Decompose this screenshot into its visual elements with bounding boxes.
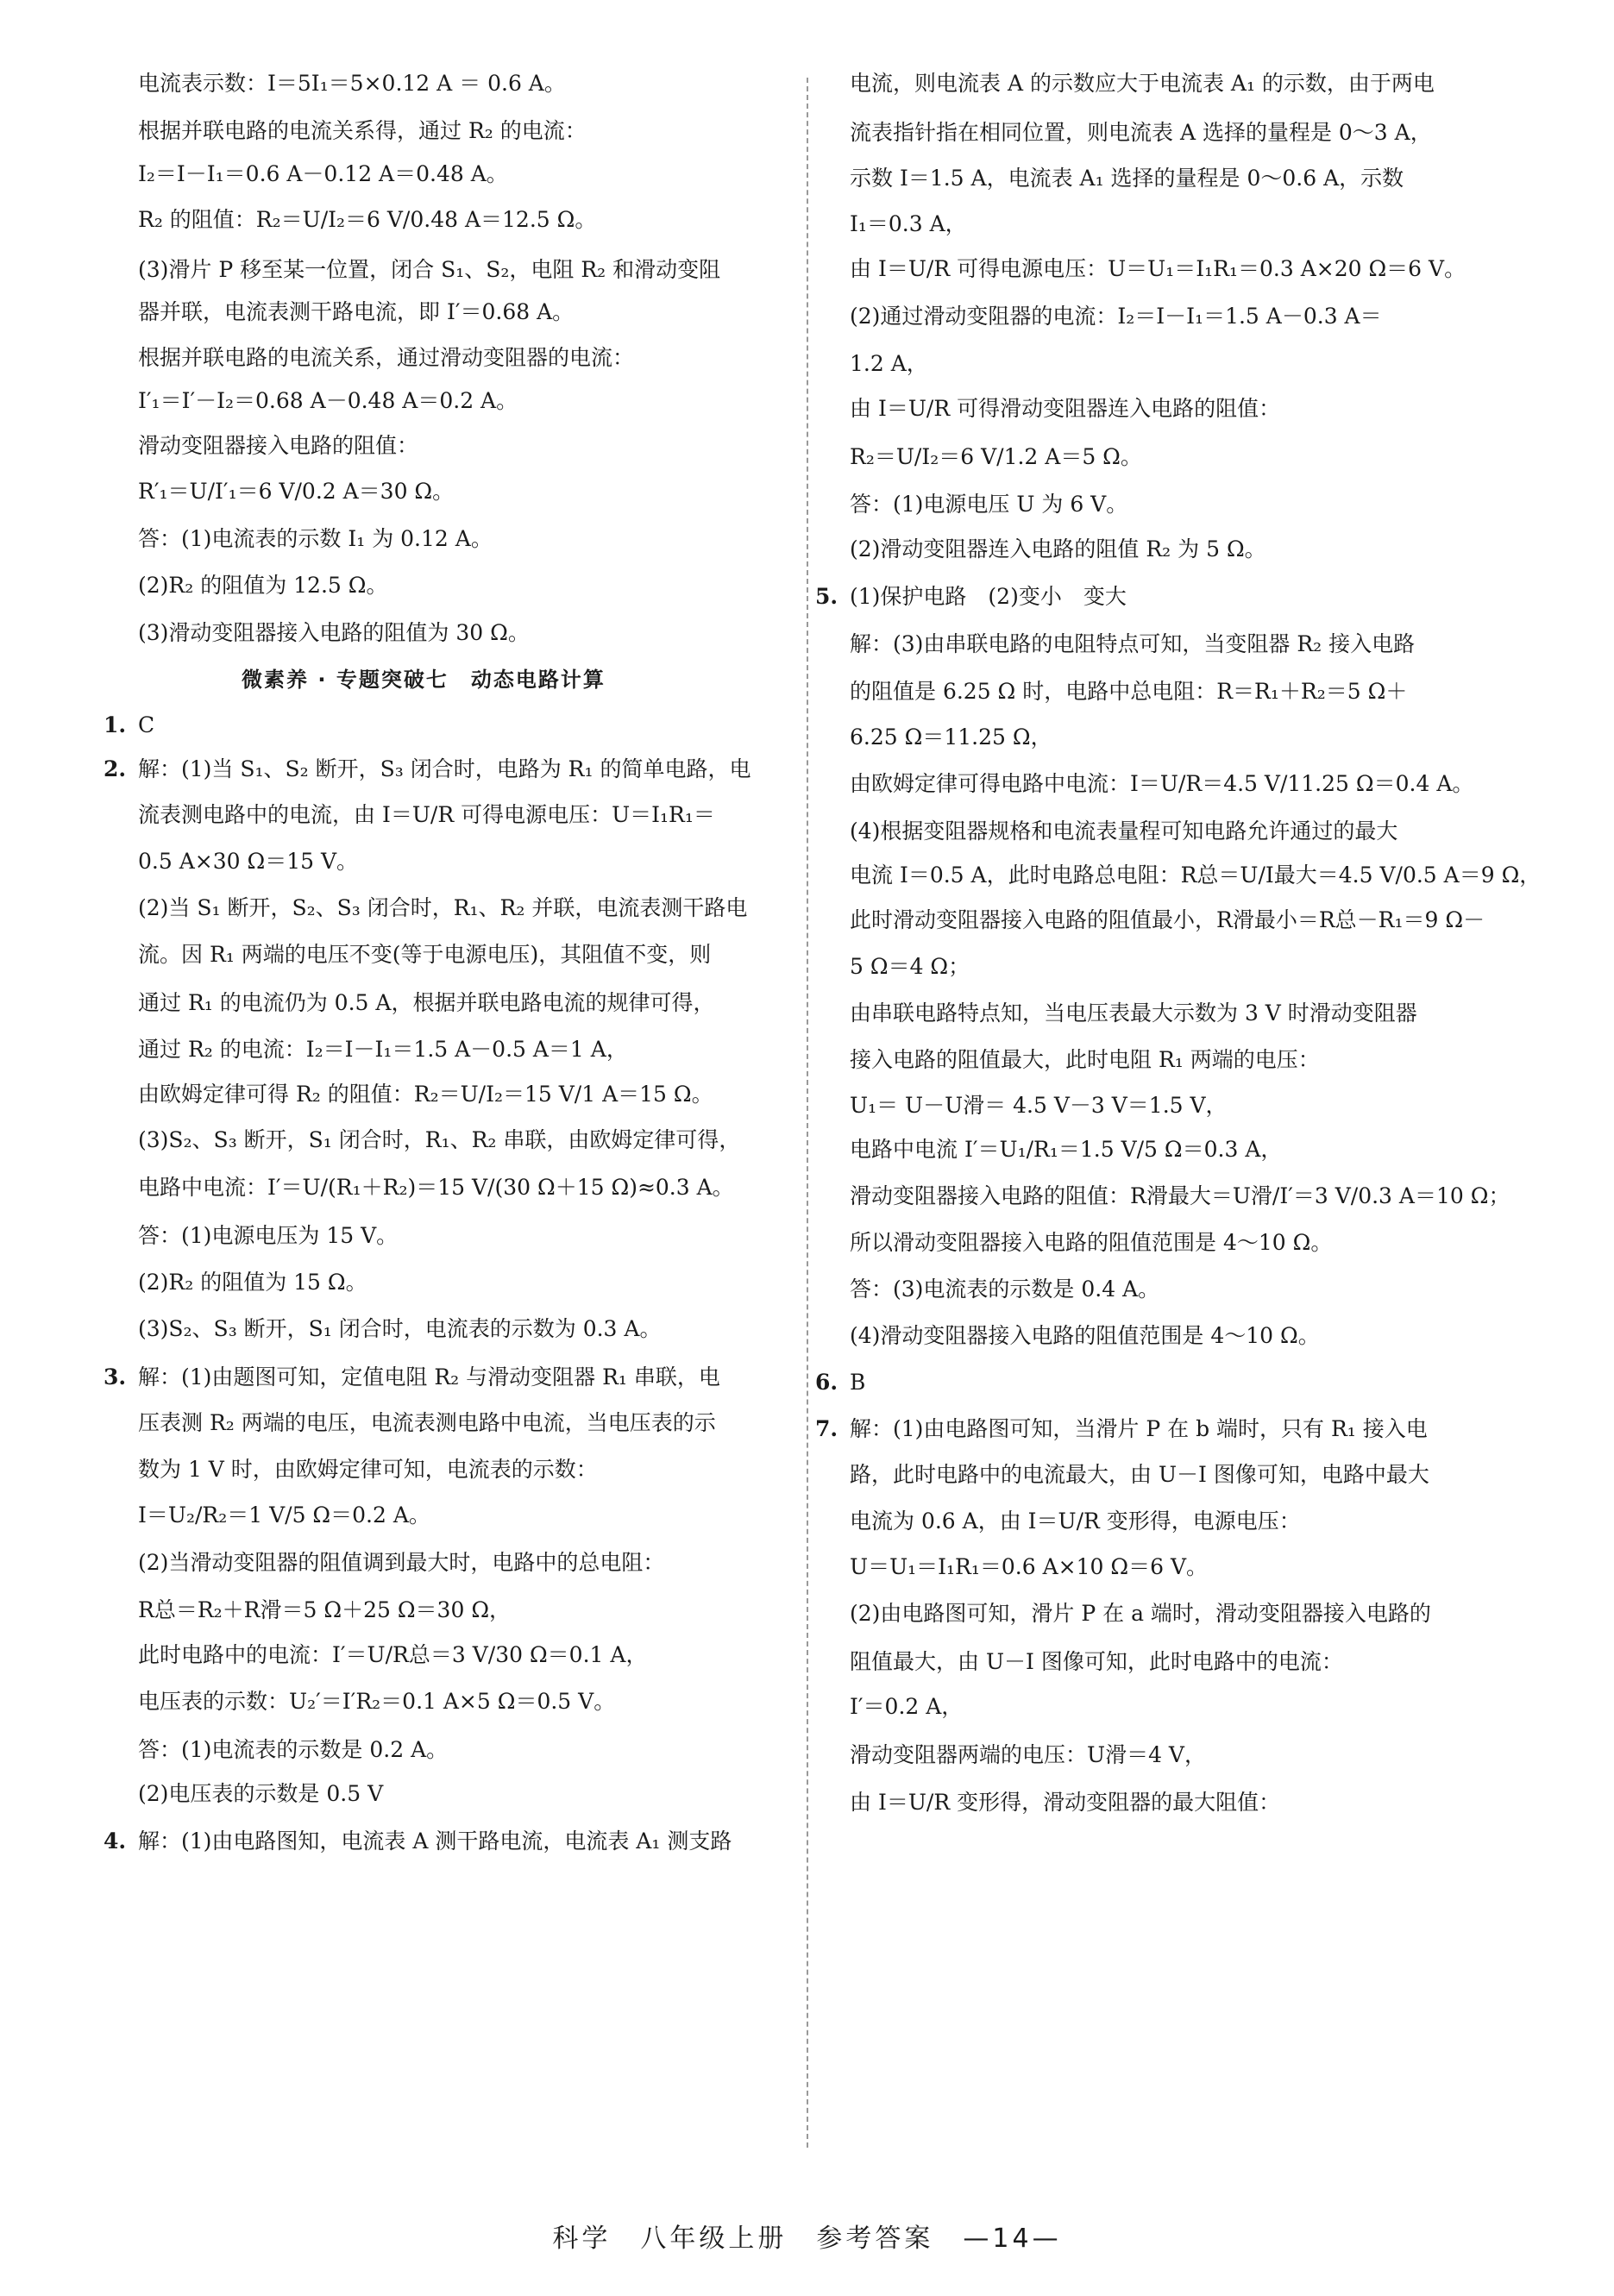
answer-line: 由 I＝U/R 可得滑动变阻器连入电路的阻值： bbox=[850, 396, 1281, 421]
answer-line: 电流，则电流表 A 的示数应大于电流表 A₁ 的示数，由于两电 bbox=[850, 71, 1435, 96]
answer-line: 此时滑动变阻器接入电路的阻值最小，R滑最小＝R总－R₁＝9 Ω－ bbox=[850, 907, 1485, 932]
answer-line: 根据并联电路的电流关系，通过滑动变阻器的电流： bbox=[138, 345, 635, 370]
answer-text: 解：(1)由电路图可知，当滑片 P 在 b 端时，只有 R₁ 接入电 bbox=[850, 1416, 1428, 1441]
answer-line: (2)R₂ 的阻值为 12.5 Ω。 bbox=[138, 573, 388, 598]
answer-line: 滑动变阻器接入电路的阻值： bbox=[138, 433, 419, 458]
answer-line: 流。因 R₁ 两端的电压不变(等于电源电压)，其阻值不变，则 bbox=[138, 942, 712, 967]
answer-line: 解：(3)由串联电路的电阻特点可知，当变阻器 R₂ 接入电路 bbox=[850, 631, 1416, 656]
question-number: 2. bbox=[104, 756, 127, 781]
answer-line: (4)滑动变阻器接入电路的阻值范围是 4～10 Ω。 bbox=[850, 1323, 1320, 1348]
question-number: 7. bbox=[815, 1416, 838, 1441]
page-footer: 科学 八年级上册 参考答案 —14— bbox=[552, 2224, 1062, 2254]
column-divider bbox=[807, 78, 808, 2148]
question-line bbox=[104, 755, 751, 784]
answer-line: 电压表的示数：U₂′＝I′R₂＝0.1 A×5 Ω＝0.5 V。 bbox=[138, 1689, 616, 1714]
answer-line: (2)当滑动变阻器的阻值调到最大时，电路中的总电阻： bbox=[138, 1550, 665, 1575]
answer-line: 所以滑动变阻器接入电路的阻值范围是 4～10 Ω。 bbox=[850, 1230, 1333, 1255]
answer-text: C bbox=[138, 712, 155, 737]
answer-line: I′₁＝I′－I₂＝0.68 A－0.48 A＝0.2 A。 bbox=[138, 388, 518, 413]
answer-line: 滑动变阻器两端的电压：U滑＝4 V， bbox=[850, 1742, 1206, 1767]
question-line bbox=[104, 1363, 720, 1392]
question-line bbox=[815, 582, 1127, 612]
question-line bbox=[815, 1368, 866, 1397]
answer-line: U＝U₁＝I₁R₁＝0.6 A×10 Ω＝6 V。 bbox=[850, 1554, 1209, 1579]
section-title: 微素养 · 专题突破七 动态电路计算 bbox=[242, 668, 606, 692]
answer-line: 电流 I＝0.5 A，此时电路总电阻：R总＝U/I最大＝4.5 V/0.5 A＝9 Ω， bbox=[850, 863, 1542, 888]
answer-line: (2)当 S₁ 断开，S₂、S₃ 闭合时，R₁、R₂ 并联，电流表测干路电 bbox=[138, 895, 748, 920]
question-number: 6. bbox=[815, 1370, 838, 1395]
answer-line: 此时电路中的电流：I′＝U/R总＝3 V/30 Ω＝0.1 A， bbox=[138, 1642, 648, 1667]
answer-line: 压表测 R₂ 两端的电压，电流表测电路中电流，当电压表的示 bbox=[138, 1410, 716, 1435]
question-number: 5. bbox=[815, 584, 838, 609]
answer-line: 电流表示数：I＝5I₁＝5×0.12 A ＝ 0.6 A。 bbox=[138, 71, 566, 96]
answer-line: (2)滑动变阻器连入电路的阻值 R₂ 为 5 Ω。 bbox=[850, 536, 1266, 561]
answer-line: 答：(1)电流表的示数 I₁ 为 0.12 A。 bbox=[138, 526, 493, 551]
answer-line: 通过 R₂ 的电流：I₂＝I－I₁＝1.5 A－0.5 A＝1 A， bbox=[138, 1037, 628, 1062]
answer-line: R₂＝U/I₂＝6 V/1.2 A＝5 Ω。 bbox=[850, 444, 1142, 469]
question-number: 3. bbox=[104, 1364, 127, 1390]
answer-line: 接入电路的阻值最大，此时电阻 R₁ 两端的电压： bbox=[850, 1047, 1320, 1072]
answer-line: 通过 R₁ 的电流仍为 0.5 A，根据并联电路电流的规律可得， bbox=[138, 990, 715, 1015]
answer-line: 答：(1)电源电压为 15 V。 bbox=[138, 1223, 399, 1248]
answer-line: 由欧姆定律可得电路中电流：I＝U/R＝4.5 V/11.25 Ω＝0.4 A。 bbox=[850, 771, 1474, 796]
question-line bbox=[104, 1827, 732, 1856]
answer-line: (4)根据变阻器规格和电流表量程可知电路允许通过的最大 bbox=[850, 819, 1398, 844]
answer-text: (1)保护电路 (2)变小 变大 bbox=[850, 584, 1127, 609]
answer-line: R₂ 的阻值：R₂＝U/I₂＝6 V/0.48 A＝12.5 Ω。 bbox=[138, 207, 597, 232]
answer-line: R总＝R₂＋R滑＝5 Ω＋25 Ω＝30 Ω， bbox=[138, 1597, 512, 1622]
answer-line: 答：(1)电源电压 U 为 6 V。 bbox=[850, 492, 1128, 517]
answer-line: I′＝0.2 A， bbox=[850, 1694, 964, 1719]
question-number: 4. bbox=[104, 1829, 127, 1854]
answer-line: (3)滑片 P 移至某一位置，闭合 S₁、S₂，电阻 R₂ 和滑动变阻 bbox=[138, 257, 721, 282]
answer-line: (2)电压表的示数是 0.5 V bbox=[138, 1781, 384, 1806]
answer-line: (3)滑动变阻器接入电路的阻值为 30 Ω。 bbox=[138, 620, 530, 645]
answer-line: (3)S₂、S₃ 断开，S₁ 闭合时，R₁、R₂ 串联，由欧姆定律可得， bbox=[138, 1127, 741, 1152]
answer-line: I＝U₂/R₂＝1 V/5 Ω＝0.2 A。 bbox=[138, 1502, 430, 1528]
answer-line: 电路中电流：I′＝U/(R₁＋R₂)＝15 V/(30 Ω＋15 Ω)≈0.3 A。 bbox=[138, 1175, 734, 1200]
answer-line: 5 Ω＝4 Ω； bbox=[850, 954, 970, 979]
answer-text: B bbox=[850, 1370, 866, 1395]
answer-text: 解：(1)由电路图知，电流表 A 测干路电流，电流表 A₁ 测支路 bbox=[138, 1829, 732, 1854]
answer-line: I₁＝0.3 A， bbox=[850, 211, 967, 236]
answer-line: 由 I＝U/R 变形得，滑动变阻器的最大阻值： bbox=[850, 1790, 1281, 1815]
answer-line: 器并联，电流表测干路电流，即 I′＝0.68 A。 bbox=[138, 299, 575, 324]
answer-line: 路，此时电路中的电流最大，由 U－I 图像可知，电路中最大 bbox=[850, 1462, 1429, 1487]
answer-line: 阻值最大，由 U－I 图像可知，此时电路中的电流： bbox=[850, 1649, 1343, 1674]
answer-line: 电流为 0.6 A，由 I＝U/R 变形得，电源电压： bbox=[850, 1509, 1301, 1534]
answer-line: 流表测电路中的电流，由 I＝U/R 可得电源电压：U＝I₁R₁＝ bbox=[138, 802, 715, 827]
answer-line: 由串联电路特点知，当电压表最大示数为 3 V 时滑动变阻器 bbox=[850, 1001, 1417, 1026]
answer-line: 答：(3)电流表的示数是 0.4 A。 bbox=[850, 1277, 1160, 1302]
answer-line: U₁＝ U－U滑＝ 4.5 V－3 V＝1.5 V， bbox=[850, 1093, 1228, 1118]
answer-line: (2)通过滑动变阻器的电流：I₂＝I－I₁＝1.5 A－0.3 A＝ bbox=[850, 304, 1382, 329]
question-number: 1. bbox=[104, 712, 127, 737]
question-line bbox=[104, 711, 155, 740]
answer-line: (2)R₂ 的阻值为 15 Ω。 bbox=[138, 1270, 367, 1295]
answer-line: 数为 1 V 时，由欧姆定律可知，电流表的示数： bbox=[138, 1457, 598, 1482]
answer-text: 解：(1)当 S₁、S₂ 断开，S₃ 闭合时，电路为 R₁ 的简单电路，电 bbox=[138, 756, 751, 781]
question-line bbox=[815, 1415, 1428, 1444]
answer-line: 由 I＝U/R 可得电源电压：U＝U₁＝I₁R₁＝0.3 A×20 Ω＝6 V。 bbox=[850, 256, 1466, 281]
answer-line: 1.2 A， bbox=[850, 351, 928, 376]
answer-line: 6.25 Ω＝11.25 Ω， bbox=[850, 725, 1052, 750]
answer-line: 根据并联电路的电流关系得，通过 R₂ 的电流： bbox=[138, 118, 587, 143]
answer-line: 的阻值是 6.25 Ω 时，电路中总电阻：R＝R₁＋R₂＝5 Ω＋ bbox=[850, 679, 1408, 704]
answer-line: (3)S₂、S₃ 断开，S₁ 闭合时，电流表的示数为 0.3 A。 bbox=[138, 1316, 662, 1341]
answer-text: 解：(1)由题图可知，定值电阻 R₂ 与滑动变阻器 R₁ 串联，电 bbox=[138, 1364, 720, 1390]
answer-line: 答：(1)电流表的示数是 0.2 A。 bbox=[138, 1737, 449, 1762]
answer-line: 电路中电流 I′＝U₁/R₁＝1.5 V/5 Ω＝0.3 A， bbox=[850, 1137, 1283, 1162]
answer-line: 由欧姆定律可得 R₂ 的阻值：R₂＝U/I₂＝15 V/1 A＝15 Ω。 bbox=[138, 1082, 713, 1107]
answer-line: (2)由电路图可知，滑片 P 在 a 端时，滑动变阻器接入电路的 bbox=[850, 1601, 1431, 1626]
answer-line: 流表指针指在相同位置，则电流表 A 选择的量程是 0～3 A， bbox=[850, 120, 1432, 145]
answer-line: 示数 I＝1.5 A，电流表 A₁ 选择的量程是 0～0.6 A，示数 bbox=[850, 166, 1404, 191]
answer-line: I₂＝I－I₁＝0.6 A－0.12 A＝0.48 A。 bbox=[138, 161, 508, 186]
answer-line: 滑动变阻器接入电路的阻值：R滑最大＝U滑/I′＝3 V/0.3 A＝10 Ω； bbox=[850, 1183, 1510, 1208]
answer-line: R′₁＝U/I′₁＝6 V/0.2 A＝30 Ω。 bbox=[138, 479, 455, 504]
answer-line: 0.5 A×30 Ω＝15 V。 bbox=[138, 849, 359, 874]
